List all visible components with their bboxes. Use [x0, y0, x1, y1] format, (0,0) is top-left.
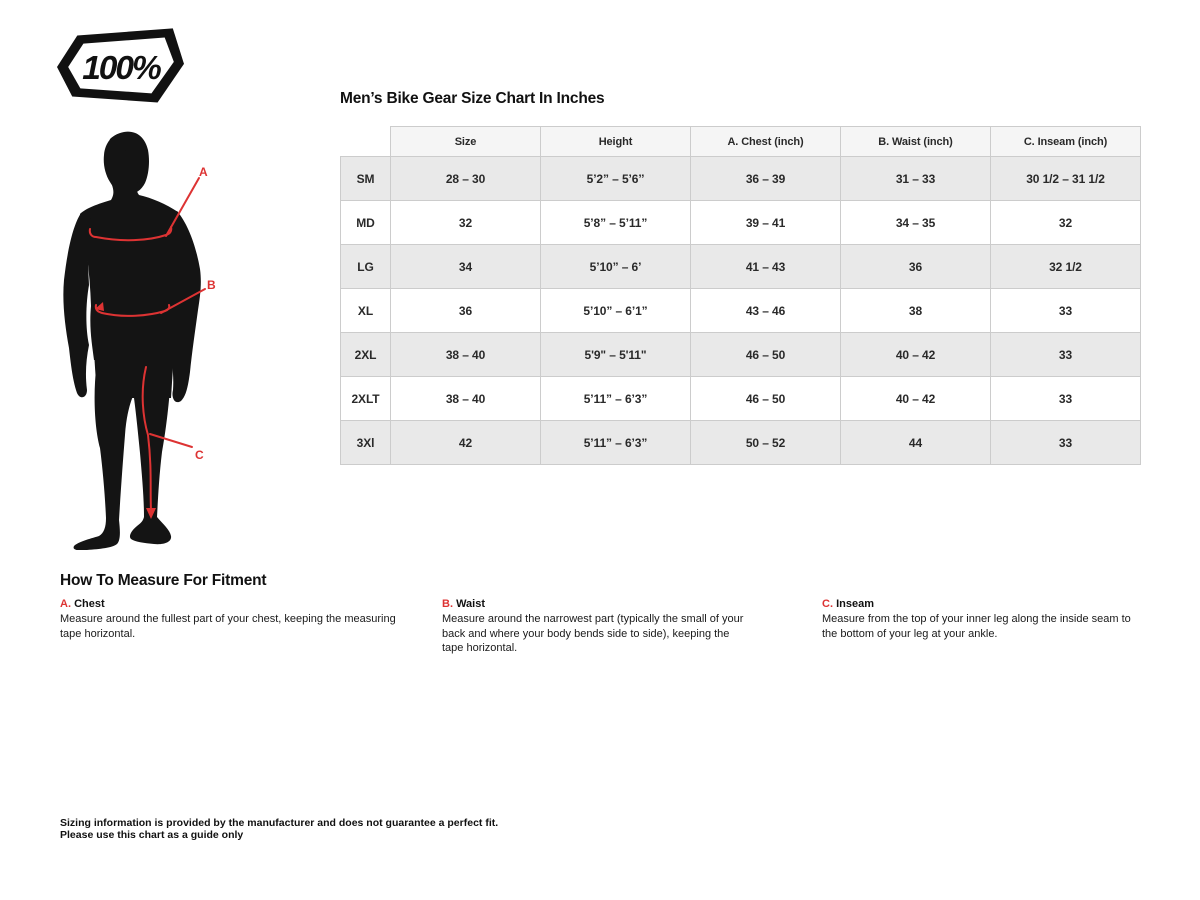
measure-description: Measure around the narrowest part (typically the small of your back and where your body bends side to side), keeping the tape horizontal. — [442, 613, 744, 654]
cell-chest: 46 – 50 — [691, 377, 841, 421]
cell-waist: 40 – 42 — [841, 377, 991, 421]
cell-size: 28 – 30 — [391, 157, 541, 201]
cell-chest: 36 – 39 — [691, 157, 841, 201]
cell-inseam: 30 1/2 – 31 1/2 — [991, 157, 1141, 201]
table-row-md — [341, 201, 1141, 245]
cell-height: 5’10” – 6’ — [541, 245, 691, 289]
header-size: Size — [391, 127, 541, 157]
size-chart-table-container — [340, 126, 1141, 465]
cell-height: 5'9" – 5'11" — [541, 333, 691, 377]
table-row-sm — [341, 157, 1141, 201]
cell-inseam: 32 1/2 — [991, 245, 1141, 289]
measure-item-heading — [442, 598, 744, 610]
size-chart-title: Men’s Bike Gear Size Chart In Inches — [340, 90, 605, 107]
sizing-disclaimer — [60, 817, 498, 841]
measure-item-inseam — [822, 598, 1132, 641]
measure-item-heading — [60, 598, 412, 610]
row-label: XL — [341, 289, 391, 333]
measure-section-title: How To Measure For Fitment — [60, 572, 267, 589]
table-header-row — [341, 127, 1141, 157]
cell-waist: 31 – 33 — [841, 157, 991, 201]
cell-height: 5’2” – 5’6’’ — [541, 157, 691, 201]
measure-item-heading — [822, 598, 1132, 610]
cell-size: 32 — [391, 201, 541, 245]
header-waist: B. Waist (inch) — [841, 127, 991, 157]
row-label: SM — [341, 157, 391, 201]
body-silhouette — [63, 132, 200, 550]
figure-label-a: A — [199, 165, 208, 179]
cell-chest: 50 – 52 — [691, 421, 841, 465]
header-blank-cell — [341, 127, 391, 157]
cell-waist: 38 — [841, 289, 991, 333]
header-chest: A. Chest (inch) — [691, 127, 841, 157]
cell-waist: 34 – 35 — [841, 201, 991, 245]
cell-height: 5’10” – 6’1” — [541, 289, 691, 333]
table-row-2xlt — [341, 377, 1141, 421]
cell-height: 5’8” – 5’11” — [541, 201, 691, 245]
cell-waist: 36 — [841, 245, 991, 289]
row-label: MD — [341, 201, 391, 245]
table-row-lg — [341, 245, 1141, 289]
measure-item-waist — [442, 598, 744, 656]
cell-chest: 39 – 41 — [691, 201, 841, 245]
cell-inseam: 32 — [991, 201, 1141, 245]
measure-name: Waist — [456, 598, 485, 610]
measure-name: Chest — [74, 598, 105, 610]
cell-size: 34 — [391, 245, 541, 289]
figure-label-c: C — [195, 448, 204, 462]
header-height: Height — [541, 127, 691, 157]
cell-inseam: 33 — [991, 333, 1141, 377]
table-row-2xl — [341, 333, 1141, 377]
measure-description: Measure from the top of your inner leg along the inside seam to the bottom of your leg at your ankle. — [822, 613, 1131, 640]
brand-logo-icon — [57, 28, 185, 108]
table-row-xl — [341, 289, 1141, 333]
row-label: 3Xl — [341, 421, 391, 465]
brand-logo-text: 100% — [82, 50, 160, 88]
cell-chest: 43 – 46 — [691, 289, 841, 333]
cell-inseam: 33 — [991, 421, 1141, 465]
cell-inseam: 33 — [991, 289, 1141, 333]
cell-chest: 46 – 50 — [691, 333, 841, 377]
body-measurement-figure — [60, 130, 250, 550]
measure-letter: C. — [822, 598, 833, 610]
cell-inseam: 33 — [991, 377, 1141, 421]
measure-item-chest — [60, 598, 412, 641]
cell-size: 36 — [391, 289, 541, 333]
cell-waist: 40 – 42 — [841, 333, 991, 377]
cell-height: 5’11” – 6’3” — [541, 421, 691, 465]
measure-name: Inseam — [836, 598, 874, 610]
cell-chest: 41 – 43 — [691, 245, 841, 289]
disclaimer-line-1: Sizing information is provided by the manufacturer and does not guarantee a perfect fit. — [60, 817, 499, 829]
table-row-3xl — [341, 421, 1141, 465]
figure-label-b: B — [207, 278, 216, 292]
cell-size: 42 — [391, 421, 541, 465]
size-chart-table — [340, 126, 1141, 465]
row-label: LG — [341, 245, 391, 289]
cell-size: 38 – 40 — [391, 333, 541, 377]
disclaimer-line-2: Please use this chart as a guide only — [60, 829, 244, 841]
header-inseam: C. Inseam (inch) — [991, 127, 1141, 157]
measure-description: Measure around the fullest part of your chest, keeping the measuring tape horizontal. — [60, 613, 396, 640]
row-label: 2XL — [341, 333, 391, 377]
cell-waist: 44 — [841, 421, 991, 465]
cell-height: 5’11” – 6’3” — [541, 377, 691, 421]
measure-letter: A. — [60, 598, 71, 610]
cell-size: 38 – 40 — [391, 377, 541, 421]
row-label: 2XLT — [341, 377, 391, 421]
measure-letter: B. — [442, 598, 453, 610]
